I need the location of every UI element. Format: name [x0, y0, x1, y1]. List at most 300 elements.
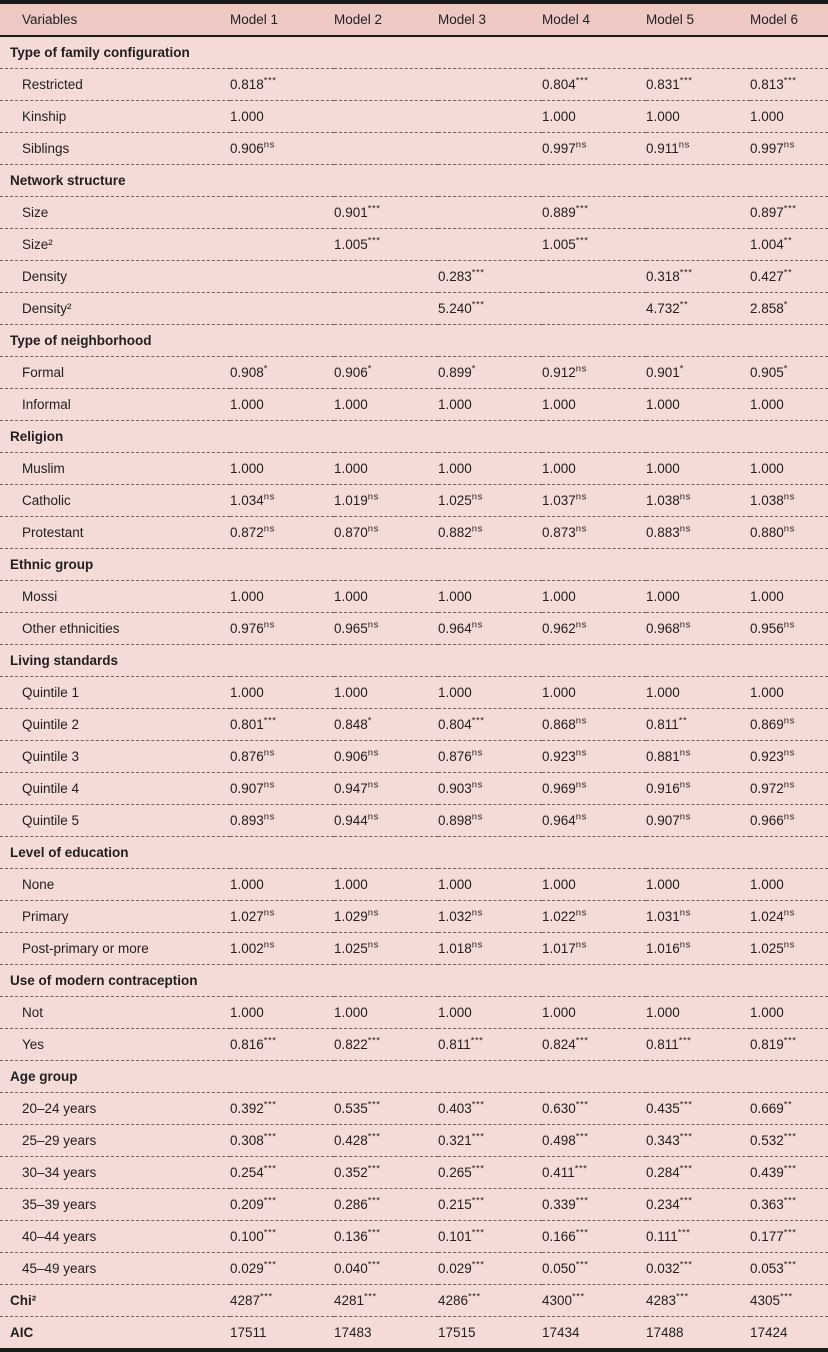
table-row — [0, 357, 828, 389]
cell-value: 0.969 — [542, 781, 576, 796]
value-cell — [230, 101, 334, 133]
cell-value: 0.972 — [750, 781, 784, 796]
cell-value: 0.811 — [646, 1037, 679, 1052]
cell-value: 0.053 — [750, 1261, 784, 1276]
significance-marker: ns — [783, 811, 795, 823]
value-cell — [230, 805, 334, 837]
value-cell — [542, 517, 646, 549]
cell-value: 0.630 — [542, 1101, 576, 1116]
cell-value: 4283 — [646, 1293, 677, 1308]
value-cell — [542, 613, 646, 645]
value-cell — [542, 901, 646, 933]
significance-marker: *** — [367, 1259, 381, 1271]
value-cell — [750, 677, 828, 709]
section-row — [0, 837, 828, 869]
cell-value: 0.804 — [438, 717, 472, 732]
cell-value: 0.816 — [230, 1037, 264, 1052]
value-cell — [542, 773, 646, 805]
cell-value: 5.240 — [438, 301, 472, 316]
value-cell — [542, 293, 646, 325]
cell-value: 1.025 — [334, 941, 368, 956]
value-cell — [230, 613, 334, 645]
cell-value: 1.000 — [542, 685, 576, 700]
cell-value: 1.038 — [646, 493, 680, 508]
cell-value: 0.029 — [230, 1261, 264, 1276]
cell-value: 0.899 — [438, 365, 472, 380]
cell-value: 1.000 — [230, 109, 264, 124]
value-cell — [542, 741, 646, 773]
significance-marker: ns — [367, 523, 379, 535]
cell-value: 0.944 — [334, 813, 368, 828]
value-cell — [230, 229, 334, 261]
cell-value: 17434 — [542, 1325, 580, 1340]
value-cell — [542, 101, 646, 133]
row-label: Restricted — [0, 69, 230, 101]
value-cell — [542, 197, 646, 229]
value-cell — [230, 1157, 334, 1189]
cell-value: 0.883 — [646, 525, 680, 540]
value-cell — [230, 261, 334, 293]
significance-marker: ns — [575, 139, 587, 151]
cell-value: 0.819 — [750, 1037, 784, 1052]
value-cell — [646, 453, 750, 485]
significance-marker: ns — [471, 939, 483, 951]
cell-value: 1.000 — [438, 685, 472, 700]
value-cell — [646, 901, 750, 933]
significance-marker: *** — [471, 1227, 485, 1239]
cell-value: 1.000 — [438, 461, 472, 476]
cell-value: 1.000 — [750, 589, 784, 604]
cell-value: 0.286 — [334, 1197, 368, 1212]
cell-value: 0.032 — [646, 1261, 680, 1276]
cell-value: 1.000 — [750, 109, 784, 124]
value-cell — [438, 869, 542, 901]
cell-value: 0.284 — [646, 1165, 680, 1180]
significance-marker: ns — [471, 779, 483, 791]
section-row — [0, 645, 828, 677]
cell-value: 17511 — [230, 1325, 267, 1340]
significance-marker: *** — [263, 1195, 277, 1207]
significance-marker: *** — [367, 1227, 381, 1239]
value-cell — [438, 773, 542, 805]
significance-marker: ** — [679, 299, 689, 311]
significance-marker: *** — [679, 1163, 693, 1175]
cell-value: 1.027 — [230, 909, 264, 924]
cell-value: 0.906 — [230, 141, 264, 156]
cell-value: 0.964 — [542, 813, 576, 828]
cell-value: 0.869 — [750, 717, 784, 732]
value-cell — [750, 1157, 828, 1189]
value-cell — [646, 229, 750, 261]
value-cell — [542, 389, 646, 421]
significance-marker: *** — [783, 1195, 797, 1207]
cell-value: 0.848 — [334, 717, 368, 732]
cell-value: 4300 — [542, 1293, 573, 1308]
significance-marker: ns — [263, 747, 275, 759]
significance-marker: ns — [575, 907, 587, 919]
table-row — [0, 261, 828, 293]
value-cell — [334, 901, 438, 933]
table-row — [0, 1157, 828, 1189]
significance-marker: *** — [263, 1131, 277, 1143]
value-cell — [750, 133, 828, 165]
value-cell — [230, 1253, 334, 1285]
cell-value: 0.822 — [334, 1037, 368, 1052]
significance-marker: *** — [471, 1259, 485, 1271]
significance-marker: *** — [468, 1291, 481, 1303]
significance-marker: ns — [263, 811, 275, 823]
significance-marker: *** — [367, 1195, 381, 1207]
value-cell — [646, 773, 750, 805]
row-label: 45–49 years — [0, 1253, 230, 1285]
value-cell — [438, 101, 542, 133]
value-cell — [438, 1253, 542, 1285]
significance-marker: *** — [575, 1099, 589, 1111]
value-cell — [438, 1029, 542, 1061]
cell-value: 0.873 — [542, 525, 576, 540]
significance-marker: ns — [783, 907, 795, 919]
cell-value: 1.031 — [646, 909, 680, 924]
significance-marker: *** — [676, 1291, 689, 1303]
cell-value: 0.907 — [230, 781, 264, 796]
value-cell — [750, 293, 828, 325]
table-row — [0, 101, 828, 133]
value-cell — [438, 613, 542, 645]
cell-value: 17424 — [750, 1325, 788, 1340]
value-cell — [542, 453, 646, 485]
cell-value: 1.000 — [542, 589, 576, 604]
significance-marker: ns — [679, 939, 691, 951]
cell-value: 0.308 — [230, 1133, 264, 1148]
value-cell — [230, 1093, 334, 1125]
value-cell — [438, 933, 542, 965]
value-cell — [750, 1125, 828, 1157]
section-title: Type of neighborhood — [0, 325, 828, 357]
significance-marker: *** — [679, 267, 693, 279]
cell-value: 1.000 — [334, 685, 368, 700]
value-cell — [542, 581, 646, 613]
cell-value: 1.000 — [438, 1005, 472, 1020]
cell-value: 0.403 — [438, 1101, 472, 1116]
table-row — [0, 389, 828, 421]
significance-marker: *** — [263, 1099, 277, 1111]
value-cell — [750, 933, 828, 965]
cell-value: 1.000 — [646, 109, 680, 124]
cell-value: 0.177 — [750, 1229, 784, 1244]
significance-marker: ns — [471, 811, 483, 823]
cell-value: 0.893 — [230, 813, 264, 828]
cell-value: 2.858 — [750, 301, 784, 316]
section-row — [0, 965, 828, 997]
table-row — [0, 613, 828, 645]
significance-marker: *** — [263, 1259, 277, 1271]
value-cell — [230, 1029, 334, 1061]
cell-value: 1.000 — [230, 397, 264, 412]
value-cell — [646, 581, 750, 613]
value-cell — [542, 1189, 646, 1221]
cell-value: 0.392 — [230, 1101, 264, 1116]
row-label: Quintile 2 — [0, 709, 230, 741]
value-cell — [750, 741, 828, 773]
value-cell — [438, 1285, 542, 1317]
cell-value: 1.016 — [646, 941, 680, 956]
cell-value: 0.908 — [230, 365, 264, 380]
cell-value: 17515 — [438, 1325, 476, 1340]
value-cell — [646, 1221, 750, 1253]
value-cell — [750, 357, 828, 389]
cell-value: 0.318 — [646, 269, 680, 284]
section-title: Religion — [0, 421, 828, 453]
significance-marker: ns — [575, 939, 587, 951]
significance-marker: *** — [783, 203, 797, 215]
cell-value: 1.022 — [542, 909, 576, 924]
cell-value: 17483 — [334, 1325, 372, 1340]
cell-value: 1.024 — [750, 909, 784, 924]
value-cell — [438, 1125, 542, 1157]
value-cell — [334, 293, 438, 325]
row-label: Protestant — [0, 517, 230, 549]
value-cell — [646, 933, 750, 965]
cell-value: 0.907 — [646, 813, 680, 828]
significance-marker: ns — [263, 907, 275, 919]
cell-value: 1.034 — [230, 493, 264, 508]
row-label: Primary — [0, 901, 230, 933]
cell-value: 1.005 — [542, 237, 576, 252]
value-cell — [230, 453, 334, 485]
significance-marker: * — [367, 715, 372, 727]
cell-value: 1.000 — [646, 1005, 680, 1020]
value-cell — [750, 261, 828, 293]
footer-row — [0, 1285, 828, 1317]
value-cell — [750, 1285, 828, 1317]
value-cell — [334, 581, 438, 613]
row-label: Siblings — [0, 133, 230, 165]
value-cell — [334, 677, 438, 709]
value-cell — [646, 1157, 750, 1189]
cell-value: 0.901 — [646, 365, 680, 380]
cell-value: 0.535 — [334, 1101, 368, 1116]
row-label: Size — [0, 197, 230, 229]
value-cell — [334, 357, 438, 389]
value-cell — [230, 581, 334, 613]
table-header — [0, 4, 828, 36]
significance-marker: ns — [783, 139, 795, 151]
cell-value: 0.029 — [438, 1261, 472, 1276]
significance-marker: *** — [677, 1227, 691, 1239]
significance-marker: ns — [367, 939, 379, 951]
table-row — [0, 901, 828, 933]
significance-marker: ns — [679, 619, 691, 631]
value-cell — [438, 709, 542, 741]
section-row — [0, 36, 828, 69]
value-cell — [334, 389, 438, 421]
table-row — [0, 1029, 828, 1061]
significance-marker: * — [367, 363, 372, 375]
cell-value: 1.000 — [334, 461, 368, 476]
value-cell — [230, 197, 334, 229]
cell-value: 1.000 — [334, 589, 368, 604]
value-cell — [334, 709, 438, 741]
significance-marker: *** — [263, 715, 277, 727]
significance-marker: ** — [678, 715, 688, 727]
significance-marker: *** — [471, 1099, 485, 1111]
cell-value: 1.032 — [438, 909, 472, 924]
value-cell — [438, 1189, 542, 1221]
value-cell — [542, 133, 646, 165]
cell-value: 1.038 — [750, 493, 784, 508]
table-row — [0, 741, 828, 773]
value-cell — [334, 1157, 438, 1189]
cell-value: 1.019 — [334, 493, 368, 508]
cell-value: 17488 — [646, 1325, 684, 1340]
value-cell — [750, 517, 828, 549]
significance-marker: ns — [679, 747, 691, 759]
table-row — [0, 229, 828, 261]
table-row — [0, 293, 828, 325]
value-cell — [750, 1189, 828, 1221]
cell-value: 1.002 — [230, 941, 264, 956]
cell-value: 4305 — [750, 1293, 781, 1308]
value-cell — [750, 805, 828, 837]
significance-marker: ** — [783, 267, 793, 279]
value-cell — [230, 869, 334, 901]
value-cell — [646, 613, 750, 645]
cell-value: 1.000 — [438, 397, 472, 412]
cell-value: 0.411 — [542, 1165, 575, 1180]
value-cell — [646, 1285, 750, 1317]
cell-value: 1.000 — [646, 877, 680, 892]
cell-value: 1.000 — [750, 461, 784, 476]
column-header-variables: Variables — [0, 4, 230, 36]
significance-marker: *** — [263, 1163, 277, 1175]
value-cell — [334, 1317, 438, 1349]
value-cell — [438, 517, 542, 549]
cell-value: 0.912 — [542, 365, 576, 380]
significance-marker: ** — [783, 235, 793, 247]
cell-value: 1.000 — [646, 461, 680, 476]
cell-value: 0.439 — [750, 1165, 784, 1180]
value-cell — [334, 197, 438, 229]
value-cell — [750, 1221, 828, 1253]
section-row — [0, 1061, 828, 1093]
cell-value: 1.000 — [750, 877, 784, 892]
value-cell — [750, 229, 828, 261]
value-cell — [230, 741, 334, 773]
value-cell — [438, 229, 542, 261]
value-cell — [438, 261, 542, 293]
significance-marker: ns — [263, 779, 275, 791]
value-cell — [646, 357, 750, 389]
value-cell — [230, 709, 334, 741]
significance-marker: * — [263, 363, 268, 375]
cell-value: 0.352 — [334, 1165, 368, 1180]
significance-marker: *** — [364, 1291, 377, 1303]
cell-value: 1.000 — [750, 397, 784, 412]
value-cell — [230, 293, 334, 325]
value-cell — [750, 485, 828, 517]
significance-marker: *** — [471, 267, 485, 279]
value-cell — [646, 1253, 750, 1285]
row-label: Quintile 1 — [0, 677, 230, 709]
cell-value: 0.811 — [438, 1037, 471, 1052]
value-cell — [230, 773, 334, 805]
cell-value: 1.000 — [230, 685, 264, 700]
regression-results-table — [0, 4, 828, 1348]
value-cell — [646, 1317, 750, 1349]
significance-marker: ns — [679, 907, 691, 919]
cell-value: 0.868 — [542, 717, 576, 732]
table-row — [0, 869, 828, 901]
significance-marker: *** — [575, 1035, 589, 1047]
row-label: 25–29 years — [0, 1125, 230, 1157]
value-cell — [542, 485, 646, 517]
cell-value: 0.962 — [542, 621, 576, 636]
cell-value: 0.498 — [542, 1133, 576, 1148]
value-cell — [646, 677, 750, 709]
cell-value: 0.870 — [334, 525, 368, 540]
significance-marker: ns — [575, 811, 587, 823]
cell-value: 0.903 — [438, 781, 472, 796]
column-header-model-5: Model 5 — [646, 4, 750, 36]
cell-value: 1.000 — [542, 397, 576, 412]
significance-marker: *** — [679, 75, 693, 87]
significance-marker: ns — [367, 811, 379, 823]
significance-marker: *** — [367, 1163, 381, 1175]
table-row — [0, 773, 828, 805]
significance-marker: *** — [367, 203, 381, 215]
cell-value: 0.906 — [334, 749, 368, 764]
value-cell — [750, 869, 828, 901]
value-cell — [230, 1221, 334, 1253]
value-cell — [750, 1253, 828, 1285]
value-cell — [334, 1029, 438, 1061]
value-cell — [750, 1029, 828, 1061]
significance-marker: ns — [575, 523, 587, 535]
table-row — [0, 69, 828, 101]
footer-label: AIC — [10, 1325, 34, 1340]
significance-marker: *** — [575, 203, 589, 215]
significance-marker: ns — [575, 779, 587, 791]
value-cell — [334, 261, 438, 293]
cell-value: 1.000 — [542, 109, 576, 124]
significance-marker: ns — [471, 523, 483, 535]
value-cell — [230, 997, 334, 1029]
cell-value: 1.029 — [334, 909, 368, 924]
section-row — [0, 325, 828, 357]
value-cell — [438, 485, 542, 517]
significance-marker: ns — [367, 779, 379, 791]
cell-value: 0.956 — [750, 621, 784, 636]
value-cell — [646, 485, 750, 517]
cell-value: 0.876 — [438, 749, 472, 764]
significance-marker: *** — [780, 1291, 793, 1303]
significance-marker: *** — [679, 1259, 693, 1271]
value-cell — [334, 69, 438, 101]
row-label: Formal — [0, 357, 230, 389]
value-cell — [750, 453, 828, 485]
section-title: Living standards — [0, 645, 828, 677]
cell-value: 1.025 — [750, 941, 784, 956]
significance-marker: ns — [471, 491, 483, 503]
significance-marker: ns — [263, 523, 275, 535]
cell-value: 0.881 — [646, 749, 680, 764]
significance-marker: ns — [783, 939, 795, 951]
value-cell — [542, 677, 646, 709]
significance-marker: *** — [783, 1035, 797, 1047]
value-cell — [542, 1029, 646, 1061]
value-cell — [230, 133, 334, 165]
value-cell — [334, 1125, 438, 1157]
